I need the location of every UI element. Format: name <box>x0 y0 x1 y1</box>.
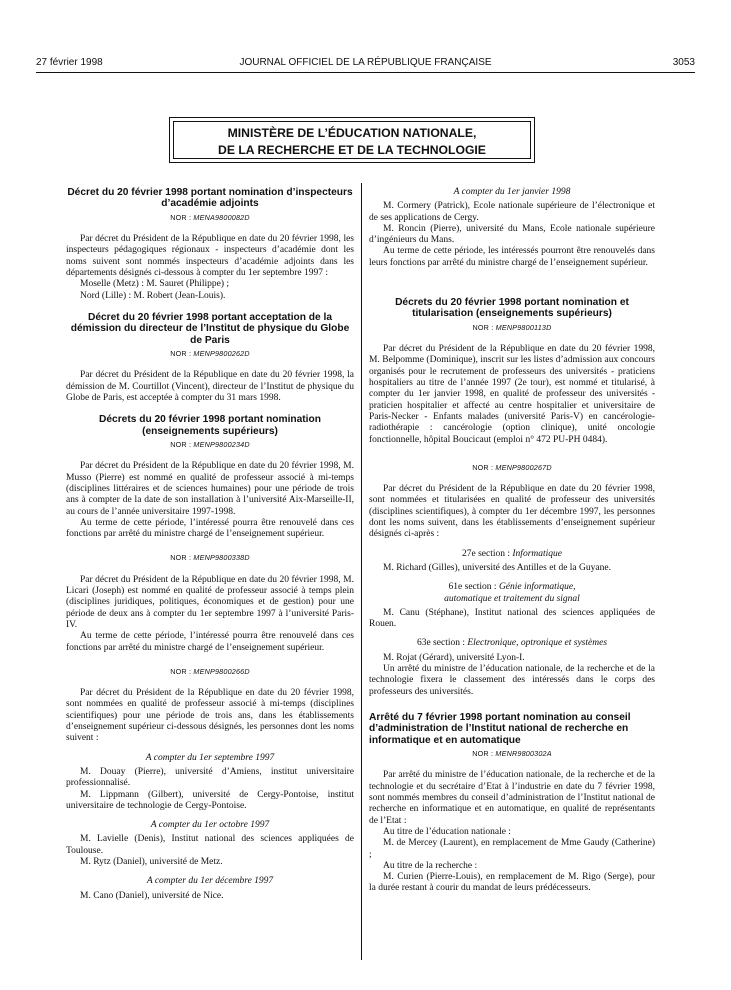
name-entry: M. Lippmann (Gilbert), université de Cergy-Pontoise, institut universitaire de technologie de Cergy-Pontoise. <box>66 789 354 811</box>
decree-title: Décrets du 20 février 1998 portant nomination et titularisation (enseignements supérieurs) <box>395 297 629 320</box>
date-subheading: A compter du 1er octobre 1997 <box>150 820 270 831</box>
date-subheading: A compter du 1er décembre 1997 <box>146 876 274 887</box>
paragraph: Par décret du Président de la République en date du 20 février 1998, sont nommées en qualité de professeur associé à mi-temps (disciplines scientifiques) pour une période de trois ans, dans les établissements d’enseignement supérieur ci-dessous désignés, les personnes dont les noms suivent : <box>66 688 354 744</box>
paragraph: Par arrêté du ministre de l’éducation nationale, de la recherche et de la technologie et du secrétaire d’Etat à l’industrie en date du 7 février 1998, sont nommés membres du conseil d’administration de l’Institut national de recherche en informatique et en automatique, en qualité de représentants de l’Etat : <box>369 770 655 826</box>
page-header <box>36 57 695 71</box>
name-entry: M. Curien (Pierre-Louis), en remplacement de M. Rigo (Serge), pour la durée restant à courir du mandat de leurs prédécesseurs. <box>369 872 655 894</box>
nor-reference: NOR : MENP9800266D <box>170 666 250 676</box>
section-heading: 61e section : Génie informatique, automatique et traitement du signal <box>444 582 580 604</box>
name-entry: M. Richard (Gilles), université des Antilles et de la Guyane. <box>383 562 611 573</box>
paragraph: Par décret du Président de la République en date du 20 février 1998, les inspecteurs pédagogiques régionaux - inspecteurs d’académie dont les noms suivent sont nommés inspecteurs d’académie adjoints dans les départements désignés ci-dessous à compter du 1er septembre 1997 : <box>66 234 354 278</box>
name-entry: M. Rytz (Daniel), université de Metz. <box>80 857 223 868</box>
paragraph: Par décret du Président de la République en date du 20 février 1998, M. Licari (Joseph) est nommé en qualité de professeur associé à temps plein (disciplines juridiques, politiques, économiques et de gestion) pour une période de deux ans à compter du 1er septembre 1997 à l’université Paris-IV. <box>66 574 354 630</box>
decree-title: Arrêté du 7 février 1998 portant nomination au conseil d’administration de l’Institut national de recherche en informatique et en automatique <box>369 711 631 746</box>
name-entry: M. Cano (Daniel), université de Nice. <box>80 890 224 901</box>
paragraph: Par décret du Président de la République en date du 20 février 1998, sont nommées et titularisées en qualité de professeur des universités (disciplines scientifiques), à compter du 1er décembre 1997, les personnes dont les noms suivent, dans les établissements d’enseignement supérieur désignés ci-après : <box>369 484 655 540</box>
paragraph: Par décret du Président de la République en date du 20 février 1998, M. Musso (Pierre) est nommé en qualité de professeur associé à mi-temps (disciplines littéraires et de sciences humaines) pour une période de trois ans à compter de la date de son installation à l’université Aix-Marseille-II, au cours de l’année universitaire 1997-1998. <box>66 461 354 517</box>
column-divider <box>361 183 362 960</box>
list-item: Nord (Lille) : M. Robert (Jean-Louis). <box>80 290 226 301</box>
section-heading: 63e section : Electronique, optronique et systèmes <box>416 638 608 649</box>
nor-reference: NOR : MENP9800234D <box>170 440 250 450</box>
paragraph: Par décret du Président de la République en date du 20 février 1998, la démission de M. Courtillot (Vincent), directeur de l’Institut de physique du Globe de Paris, est acceptée à compter du 31 mars 1998. <box>66 370 354 403</box>
decree-title: Décret du 20 février 1998 portant nomination d’inspecteurs d’académie adjoints <box>67 187 353 210</box>
ministry-title-box <box>173 121 531 159</box>
nor-reference: NOR : MENP9800267D <box>472 462 552 472</box>
nor-reference: NOR : MENP9800338D <box>170 553 250 563</box>
header-journal-title: JOURNAL OFFICIEL DE LA RÉPUBLIQUE FRANÇAISE <box>239 57 492 68</box>
nor-reference: NOR : MENA9800082D <box>170 212 250 222</box>
section-heading: 27e section : Informatique <box>462 548 562 559</box>
decree-title: Décret du 20 février 1998 portant acceptation de la démission du directeur de l’Institut de physique du Globe de Paris <box>70 311 350 346</box>
header-rule <box>36 72 695 73</box>
date-subheading: A compter du 1er janvier 1998 <box>453 187 571 197</box>
name-entry: M. Canu (Stéphane), Institut national des sciences appliquées de Rouen. <box>369 607 655 630</box>
name-entry: M. Douay (Pierre), université d’Amiens, institut universitaire professionnalisé. <box>66 766 354 789</box>
list-item: Moselle (Metz) : M. Sauret (Philippe) ; <box>80 279 230 290</box>
name-entry: M. de Mercey (Laurent), en remplacement de Mme Gaudy (Catherine) ; <box>369 838 655 860</box>
ministry-title-line2: DE LA RECHERCHE ET DE LA TECHNOLOGIE <box>218 143 486 157</box>
left-column <box>66 187 354 902</box>
header-date: 27 février 1998 <box>36 57 103 68</box>
right-column <box>369 187 655 895</box>
date-subheading: A compter du 1er septembre 1997 <box>145 752 275 763</box>
name-entry: M. Lavielle (Denis), Institut national des sciences appliquées de Toulouse. <box>66 834 354 856</box>
subheading: Au titre de l’éducation nationale : <box>383 826 511 837</box>
decree-title: Décrets du 20 février 1998 portant nomination (enseignements supérieurs) <box>99 414 321 437</box>
nor-reference: NOR : MENP9800262D <box>170 349 250 359</box>
name-entry: M. Cormery (Patrick), Ecole nationale supérieure de l’électronique et de ses applications de Cergy. <box>369 201 655 223</box>
nor-reference: NOR : MENP9800113D <box>472 322 552 332</box>
subheading: Au titre de la recherche : <box>383 860 478 871</box>
paragraph: Au terme de cette période, l’intéressé pourra être renouvelé dans ces fonctions par arrêté du ministre chargé de l’enseignement supérieur. <box>66 517 354 540</box>
paragraph: Par décret du Président de la République en date du 20 février 1998, M. Belpomme (Dominique), inscrit sur les listes d’admission aux concours organisés pour le recrutement de professeurs des universités - praticiens hospitaliers au titre de l’année 1997 (2e tour), est nommé et titularisé, à compter du 1er janvier 1998, en qualité de professeur des universités - praticien hospitalier et affecté au centre hospitalier et universitaire de Paris-Necker - Enfants malades (université Paris-V) en cancérologie-radiothérapie : cancérologie (option clinique), unité oncologie fonctionnelle, hôpital Boucicaut (emploi n° 472 PU-PH 0484). <box>369 344 655 445</box>
name-entry: M. Roncin (Pierre), université du Mans, Ecole nationale supérieure d’ingénieurs du Mans. <box>369 223 655 246</box>
name-entry: M. Rojat (Gérard), université Lyon-I. <box>383 652 525 663</box>
paragraph: Un arrêté du ministre de l’éducation nationale, de la recherche et de la technologie fixera le classement des intéressés dans le corps des professeurs des universités. <box>369 664 655 697</box>
paragraph: Au terme de cette période, les intéressés pourront être renouvelés dans leurs fonctions par arrêté du ministre chargé de l’enseignement supérieur. <box>369 246 655 268</box>
paragraph: Au terme de cette période, l’intéressé pourra être renouvelé dans ces fonctions par arrêté du ministre chargé de l’enseignement supérieur. <box>66 631 354 653</box>
nor-reference: NOR : MENR9800302A <box>472 749 552 759</box>
ministry-title-line1: MINISTÈRE DE L’ÉDUCATION NATIONALE, <box>227 126 477 140</box>
header-page-number: 3053 <box>672 57 695 68</box>
